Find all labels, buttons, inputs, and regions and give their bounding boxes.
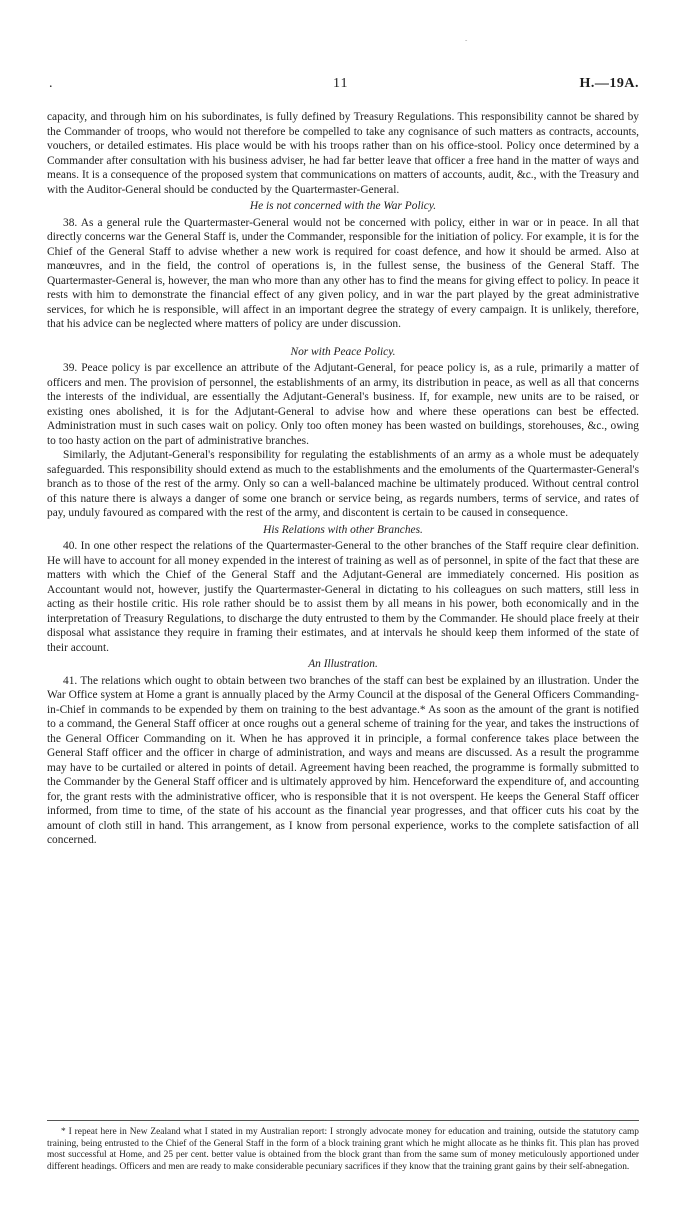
paragraph-41: 41. The relations which ought to obtain between two branches of the staff can best be explained by an illustration. Under the War Office system at Home a grant is annually placed by the Army Council at the disposal of the General Officers Commanding-in-Chief in commands to be expended by them on training to the best advantage.* As soon as the amount of the grant is notified to a command, the General Staff officer at once roughs out a general scheme of training for the year, and takes the instructions of the General Officer Commanding on it. When he has approved it in principle, a formal conference takes place between the General Staff officer and the officer in charge of administration, and ways and means are discussed. As a result the programme may have to be curtailed or altered in points of detail. Agreement having been reached, the programme is formally submitted to the Commander by the General Staff officer and is ultimately approved by him. Henceforward the expenditure of, and accounting for, the grant rests with the administrative officer, who is responsible that it is not overspent. He keeps the General Staff officer informed, from time to time, of the state of his account as the financial year progresses, and that officer cuts his coat by the amount of cloth still in hand. This arrangement, as I know from personal experience, works to the complete satisfaction of all concerned.: [47, 674, 639, 846]
paragraph-continuation: capacity, and through him on his subordinates, is fully defined by Treasury Regulations. This responsibility cannot be shared by the Commander of troops, who would not therefore be compelled to take any cognisance of such matters as contracts, accounts, vouchers, or detailed estimates. His place would be with his troops rather than on his office-stool. Policy once determined by a Commander after consultation with his business adviser, he had far better leave that officer a free hand in the matter of ways and means. It is a consequence of the proposed system that communications on matters of accounts, audit, &c., with the Treasury and with the Auditor-General should be conducted by the Quartermaster-General.: [47, 111, 639, 196]
footnote-block: [47, 1127, 639, 1173]
paragraph-39: 39. Peace policy is par excellence an attribute of the Adjutant-General, for peace policy is, as a rule, primarily a matter of officers and men. The provision of personnel, the establishments of an army, its distribution in peace, as well as all that concerns the interests of the individual, are essentially the Adjutant-General's business. If, for example, new units are to be raised, or existing ones abolished, it is for the Adjutant-General to advise how and where these operations can best be effected. Administration must in such cases wait on policy. Only too often money has been wasted on buildings, storehouses, &c., owing to too hasty action on the part of administrative branches.: [47, 362, 639, 447]
top-tick-mark: -: [465, 36, 468, 44]
header-left-mark: .: [49, 76, 53, 91]
document-body: [47, 110, 639, 848]
section-heading-peace-policy: Nor with Peace Policy.: [290, 345, 396, 358]
paragraph-38: 38. As a general rule the Quartermaster-General would not be concerned with policy, either in war or in peace. In all that directly concerns war the General Staff is, under the Commander, responsible for the initiation of policy. For example, it is for the Chief of the General Staff to advise whether a new work is required for coast defence, and how it should be armed. Also at manœuvres, and in the field, the control of operations is, in the fullest sense, the business of the General Staff. The Quartermaster-General is, however, the man who more than any other has to find the means for giving effect to policy. In peace it rests with him to demonstrate the financial effect of any given policy, and in war the part played by the great administrative services, for which he is responsible, will affect in an important degree the strategy of every campaign. It is unlikely, therefore, that his advice can be neglected where matters of policy are under discussion.: [47, 216, 639, 330]
paragraph-40: 40. In one other respect the relations of the Quartermaster-General to the other branches of the Staff require clear definition. He will have to account for all money expended in the interest of training as well as of personnel, in spite of the fact that these are matters with which the Chief of the General Staff and the Adjutant-General are immediately concerned. His position as Accountant would not, however, justify the Quartermaster-General in dictating to his colleagues on such matters, still less in acting as their hostile critic. His role rather should be to assist them by all means in his power, both economically and in the interpretation of Treasury Regulations, to discharge the duty entrusted to them by the Commander. He should place freely at their disposal what assistance they require in framing their estimates, and at intervals he should keep them informed of the state of their account.: [47, 540, 639, 654]
section-heading-illustration: An Illustration.: [308, 658, 378, 670]
section-heading-relations: His Relations with other Branches.: [263, 523, 423, 536]
footnote-divider: [47, 1120, 639, 1121]
page-number: 11: [333, 76, 349, 91]
section-heading-war-policy: He is not concerned with the War Policy.: [249, 200, 437, 212]
document-code: H.—19A.: [579, 76, 639, 91]
paragraph-39-continued: Similarly, the Adjutant-General's responsibility for regulating the establishments of an army as a whole must be adequately safeguarded. This responsibility should extend as much to the establishments and the emoluments of the Quartermaster-General's branch as to those of the rest of the army. Only so can a well-balanced machine be ultimately produced. Without central control of this nature there is always a danger of some one branch or service being, as regards numbers, terms of service, and rates of pay, unduly favoured as compared with the rest of the army, and discontent is certain to be caused in consequence.: [47, 449, 639, 519]
page-header: [47, 76, 639, 94]
footnote: * I repeat here in New Zealand what I stated in my Australian report: I strongly advocate money for education and training, outside the statutory camp training, being entrusted to the Chief of the General Staff in the form of a block training grant which he might allocate as he thinks fit. This plan has proved most successful at Home, and 25 per cent. better value is obtained from the block grant than from the same sum of money meticulously apportioned under different headings. Officers and men are ready to make considerable pecuniary sacrifices if they know that the training grant gains by their self-abnegation.: [47, 1127, 639, 1172]
